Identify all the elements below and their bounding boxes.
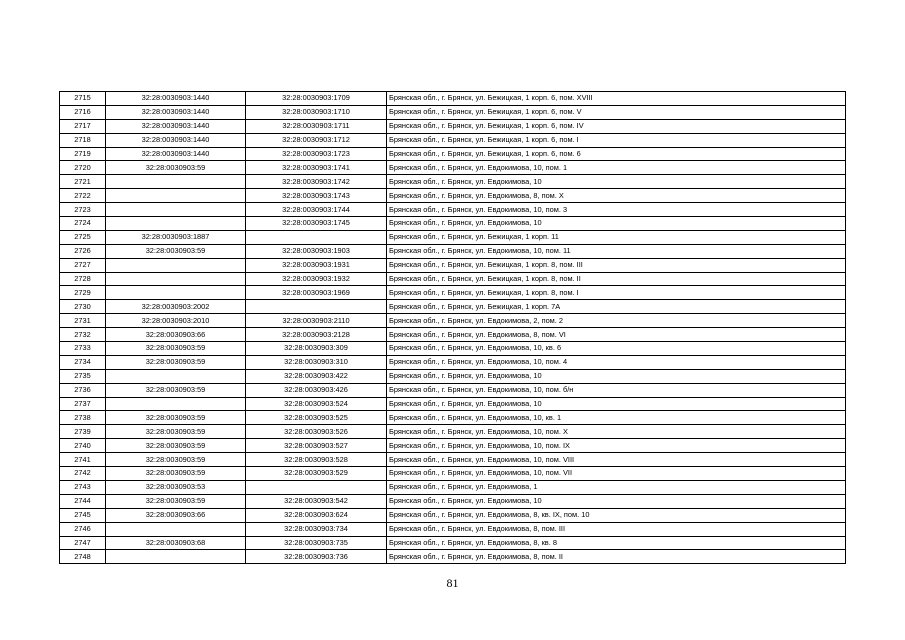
- address-cell: Брянская обл., г. Брянск, ул. Евдокимова, 10, пом. VIII: [387, 453, 846, 467]
- address-cell: Брянская обл., г. Брянск, ул. Евдокимова, 10, кв. 6: [387, 342, 846, 356]
- cadastral-number-cell: 32:28:0030903:1741: [246, 161, 387, 175]
- cadastral-number-cell: 32:28:0030903:1723: [246, 147, 387, 161]
- cadastral-number-cell: [246, 480, 387, 494]
- cadastral-number-cell: 32:28:0030903:1932: [246, 272, 387, 286]
- row-number-cell: 2732: [60, 328, 106, 342]
- table-row: [60, 383, 846, 397]
- table-row: [60, 161, 846, 175]
- row-number-cell: 2724: [60, 217, 106, 231]
- cadastral-number-cell: 32:28:0030903:736: [246, 550, 387, 564]
- row-number-cell: 2740: [60, 439, 106, 453]
- parent-cadastral-number-cell: 32:28:0030903:59: [106, 342, 246, 356]
- row-number-cell: 2746: [60, 522, 106, 536]
- row-number-cell: 2748: [60, 550, 106, 564]
- address-cell: Брянская обл., г. Брянск, ул. Евдокимова, 1: [387, 480, 846, 494]
- parent-cadastral-number-cell: 32:28:0030903:59: [106, 467, 246, 481]
- cadastral-number-cell: 32:28:0030903:525: [246, 411, 387, 425]
- cadastral-number-cell: 32:28:0030903:1712: [246, 133, 387, 147]
- table-row: [60, 328, 846, 342]
- table-row: [60, 342, 846, 356]
- row-number-cell: 2747: [60, 536, 106, 550]
- cadastral-number-cell: 32:28:0030903:2128: [246, 328, 387, 342]
- parent-cadastral-number-cell: 32:28:0030903:59: [106, 355, 246, 369]
- table-row: [60, 286, 846, 300]
- row-number-cell: 2744: [60, 494, 106, 508]
- parent-cadastral-number-cell: 32:28:0030903:1440: [106, 105, 246, 119]
- table-row: [60, 369, 846, 383]
- table-row: [60, 175, 846, 189]
- parent-cadastral-number-cell: 32:28:0030903:66: [106, 328, 246, 342]
- table-row: [60, 453, 846, 467]
- table-row: [60, 411, 846, 425]
- cadastral-number-cell: 32:28:0030903:1711: [246, 119, 387, 133]
- parent-cadastral-number-cell: 32:28:0030903:2002: [106, 300, 246, 314]
- table-row: [60, 536, 846, 550]
- cadastral-number-cell: 32:28:0030903:422: [246, 369, 387, 383]
- parent-cadastral-number-cell: 32:28:0030903:59: [106, 244, 246, 258]
- row-number-cell: 2723: [60, 203, 106, 217]
- table-row: [60, 314, 846, 328]
- parent-cadastral-number-cell: 32:28:0030903:59: [106, 453, 246, 467]
- cadastral-number-cell: [246, 300, 387, 314]
- cadastral-number-cell: 32:28:0030903:1931: [246, 258, 387, 272]
- row-number-cell: 2718: [60, 133, 106, 147]
- parent-cadastral-number-cell: [106, 397, 246, 411]
- cadastral-number-cell: 32:28:0030903:529: [246, 467, 387, 481]
- address-cell: Брянская обл., г. Брянск, ул. Евдокимова, 10: [387, 494, 846, 508]
- cadastral-number-cell: 32:28:0030903:1744: [246, 203, 387, 217]
- cadastral-number-cell: 32:28:0030903:426: [246, 383, 387, 397]
- cadastral-number-cell: 32:28:0030903:310: [246, 355, 387, 369]
- parent-cadastral-number-cell: 32:28:0030903:68: [106, 536, 246, 550]
- address-cell: Брянская обл., г. Брянск, ул. Бежицкая, 1 корп. 8, пом. II: [387, 272, 846, 286]
- row-number-cell: 2730: [60, 300, 106, 314]
- table-row: [60, 425, 846, 439]
- row-number-cell: 2728: [60, 272, 106, 286]
- parent-cadastral-number-cell: [106, 522, 246, 536]
- table-row: [60, 439, 846, 453]
- address-cell: Брянская обл., г. Брянск, ул. Евдокимова, 10, пом. 1: [387, 161, 846, 175]
- address-cell: Брянская обл., г. Брянск, ул. Бежицкая, 1 корп. 6, пом. IV: [387, 119, 846, 133]
- row-number-cell: 2731: [60, 314, 106, 328]
- address-cell: Брянская обл., г. Брянск, ул. Евдокимова, 8, пом. X: [387, 189, 846, 203]
- row-number-cell: 2742: [60, 467, 106, 481]
- parent-cadastral-number-cell: 32:28:0030903:59: [106, 494, 246, 508]
- row-number-cell: 2739: [60, 425, 106, 439]
- table-row: [60, 189, 846, 203]
- cadastral-number-cell: 32:28:0030903:526: [246, 425, 387, 439]
- parent-cadastral-number-cell: [106, 175, 246, 189]
- cadastral-number-cell: 32:28:0030903:309: [246, 342, 387, 356]
- address-cell: Брянская обл., г. Брянск, ул. Евдокимова, 8, пом. VI: [387, 328, 846, 342]
- row-number-cell: 2717: [60, 119, 106, 133]
- address-cell: Брянская обл., г. Брянск, ул. Евдокимова, 10, пом. X: [387, 425, 846, 439]
- parent-cadastral-number-cell: [106, 272, 246, 286]
- row-number-cell: 2729: [60, 286, 106, 300]
- cadastral-number-cell: 32:28:0030903:624: [246, 508, 387, 522]
- registry-table: [59, 91, 846, 564]
- address-cell: Брянская обл., г. Брянск, ул. Бежицкая, 1 корп. 7А: [387, 300, 846, 314]
- row-number-cell: 2735: [60, 369, 106, 383]
- row-number-cell: 2726: [60, 244, 106, 258]
- page-number: 81: [446, 576, 459, 590]
- table-row: [60, 119, 846, 133]
- table-row: [60, 355, 846, 369]
- table-row: [60, 300, 846, 314]
- table-row: [60, 203, 846, 217]
- row-number-cell: 2743: [60, 480, 106, 494]
- table-row: [60, 508, 846, 522]
- row-number-cell: 2741: [60, 453, 106, 467]
- address-cell: Брянская обл., г. Брянск, ул. Бежицкая, 1 корп. 6, пом. XVIII: [387, 92, 846, 106]
- address-cell: Брянская обл., г. Брянск, ул. Бежицкая, 1 корп. 8, пом. I: [387, 286, 846, 300]
- row-number-cell: 2725: [60, 230, 106, 244]
- table-row: [60, 480, 846, 494]
- table-row: [60, 92, 846, 106]
- parent-cadastral-number-cell: [106, 189, 246, 203]
- cadastral-number-cell: 32:28:0030903:542: [246, 494, 387, 508]
- parent-cadastral-number-cell: [106, 550, 246, 564]
- table-row: [60, 147, 846, 161]
- cadastral-number-cell: 32:28:0030903:735: [246, 536, 387, 550]
- row-number-cell: 2720: [60, 161, 106, 175]
- address-cell: Брянская обл., г. Брянск, ул. Евдокимова, 10, кв. 1: [387, 411, 846, 425]
- cadastral-number-cell: 32:28:0030903:2110: [246, 314, 387, 328]
- parent-cadastral-number-cell: 32:28:0030903:59: [106, 383, 246, 397]
- parent-cadastral-number-cell: 32:28:0030903:59: [106, 411, 246, 425]
- table-row: [60, 105, 846, 119]
- row-number-cell: 2722: [60, 189, 106, 203]
- table-row: [60, 397, 846, 411]
- address-cell: Брянская обл., г. Брянск, ул. Евдокимова, 10, пом. 3: [387, 203, 846, 217]
- address-cell: Брянская обл., г. Брянск, ул. Евдокимова, 8, пом. II: [387, 550, 846, 564]
- row-number-cell: 2727: [60, 258, 106, 272]
- parent-cadastral-number-cell: [106, 258, 246, 272]
- table-row: [60, 522, 846, 536]
- registry-table-body: [60, 92, 846, 564]
- address-cell: Брянская обл., г. Брянск, ул. Евдокимова, 10, пом. VII: [387, 467, 846, 481]
- parent-cadastral-number-cell: 32:28:0030903:1440: [106, 119, 246, 133]
- table-row: [60, 217, 846, 231]
- parent-cadastral-number-cell: 32:28:0030903:2010: [106, 314, 246, 328]
- parent-cadastral-number-cell: 32:28:0030903:59: [106, 161, 246, 175]
- parent-cadastral-number-cell: 32:28:0030903:66: [106, 508, 246, 522]
- table-row: [60, 258, 846, 272]
- cadastral-number-cell: 32:28:0030903:528: [246, 453, 387, 467]
- address-cell: Брянская обл., г. Брянск, ул. Бежицкая, 1 корп. 6, пом. 6: [387, 147, 846, 161]
- cadastral-number-cell: 32:28:0030903:1969: [246, 286, 387, 300]
- address-cell: Брянская обл., г. Брянск, ул. Бежицкая, 1 корп. 8, пом. III: [387, 258, 846, 272]
- cadastral-number-cell: 32:28:0030903:734: [246, 522, 387, 536]
- parent-cadastral-number-cell: 32:28:0030903:1440: [106, 92, 246, 106]
- row-number-cell: 2734: [60, 355, 106, 369]
- address-cell: Брянская обл., г. Брянск, ул. Бежицкая, 1 корп. 11: [387, 230, 846, 244]
- parent-cadastral-number-cell: 32:28:0030903:53: [106, 480, 246, 494]
- table-row: [60, 230, 846, 244]
- cadastral-number-cell: 32:28:0030903:1745: [246, 217, 387, 231]
- table-row: [60, 494, 846, 508]
- parent-cadastral-number-cell: [106, 286, 246, 300]
- address-cell: Брянская обл., г. Брянск, ул. Евдокимова, 10, пом. б/н: [387, 383, 846, 397]
- row-number-cell: 2737: [60, 397, 106, 411]
- parent-cadastral-number-cell: [106, 369, 246, 383]
- address-cell: Брянская обл., г. Брянск, ул. Евдокимова, 8, кв. IX, пом. 10: [387, 508, 846, 522]
- address-cell: Брянская обл., г. Брянск, ул. Евдокимова, 10: [387, 369, 846, 383]
- parent-cadastral-number-cell: [106, 217, 246, 231]
- address-cell: Брянская обл., г. Брянск, ул. Бежицкая, 1 корп. 6, пом. I: [387, 133, 846, 147]
- cadastral-number-cell: 32:28:0030903:527: [246, 439, 387, 453]
- table-row: [60, 272, 846, 286]
- address-cell: Брянская обл., г. Брянск, ул. Евдокимова, 2, пом. 2: [387, 314, 846, 328]
- row-number-cell: 2745: [60, 508, 106, 522]
- table-row: [60, 244, 846, 258]
- cadastral-number-cell: 32:28:0030903:1743: [246, 189, 387, 203]
- parent-cadastral-number-cell: [106, 203, 246, 217]
- table-row: [60, 467, 846, 481]
- address-cell: Брянская обл., г. Брянск, ул. Евдокимова, 10, пом. IX: [387, 439, 846, 453]
- row-number-cell: 2719: [60, 147, 106, 161]
- cadastral-number-cell: [246, 230, 387, 244]
- row-number-cell: 2736: [60, 383, 106, 397]
- row-number-cell: 2733: [60, 342, 106, 356]
- cadastral-number-cell: 32:28:0030903:1903: [246, 244, 387, 258]
- cadastral-number-cell: 32:28:0030903:1709: [246, 92, 387, 106]
- address-cell: Брянская обл., г. Брянск, ул. Евдокимова, 10, пом. 11: [387, 244, 846, 258]
- row-number-cell: 2738: [60, 411, 106, 425]
- address-cell: Брянская обл., г. Брянск, ул. Евдокимова, 10, пом. 4: [387, 355, 846, 369]
- address-cell: Брянская обл., г. Брянск, ул. Евдокимова, 8, пом. III: [387, 522, 846, 536]
- cadastral-number-cell: 32:28:0030903:1742: [246, 175, 387, 189]
- parent-cadastral-number-cell: 32:28:0030903:1440: [106, 147, 246, 161]
- parent-cadastral-number-cell: 32:28:0030903:1440: [106, 133, 246, 147]
- address-cell: Брянская обл., г. Брянск, ул. Бежицкая, 1 корп. 6, пом. V: [387, 105, 846, 119]
- table-row: [60, 133, 846, 147]
- row-number-cell: 2716: [60, 105, 106, 119]
- row-number-cell: 2721: [60, 175, 106, 189]
- table-row: [60, 550, 846, 564]
- address-cell: Брянская обл., г. Брянск, ул. Евдокимова, 8, кв. 8: [387, 536, 846, 550]
- cadastral-number-cell: 32:28:0030903:1710: [246, 105, 387, 119]
- address-cell: Брянская обл., г. Брянск, ул. Евдокимова, 10: [387, 397, 846, 411]
- parent-cadastral-number-cell: 32:28:0030903:59: [106, 425, 246, 439]
- parent-cadastral-number-cell: 32:28:0030903:59: [106, 439, 246, 453]
- cadastral-number-cell: 32:28:0030903:524: [246, 397, 387, 411]
- address-cell: Брянская обл., г. Брянск, ул. Евдокимова, 10: [387, 175, 846, 189]
- address-cell: Брянская обл., г. Брянск, ул. Евдокимова, 10: [387, 217, 846, 231]
- parent-cadastral-number-cell: 32:28:0030903:1887: [106, 230, 246, 244]
- row-number-cell: 2715: [60, 92, 106, 106]
